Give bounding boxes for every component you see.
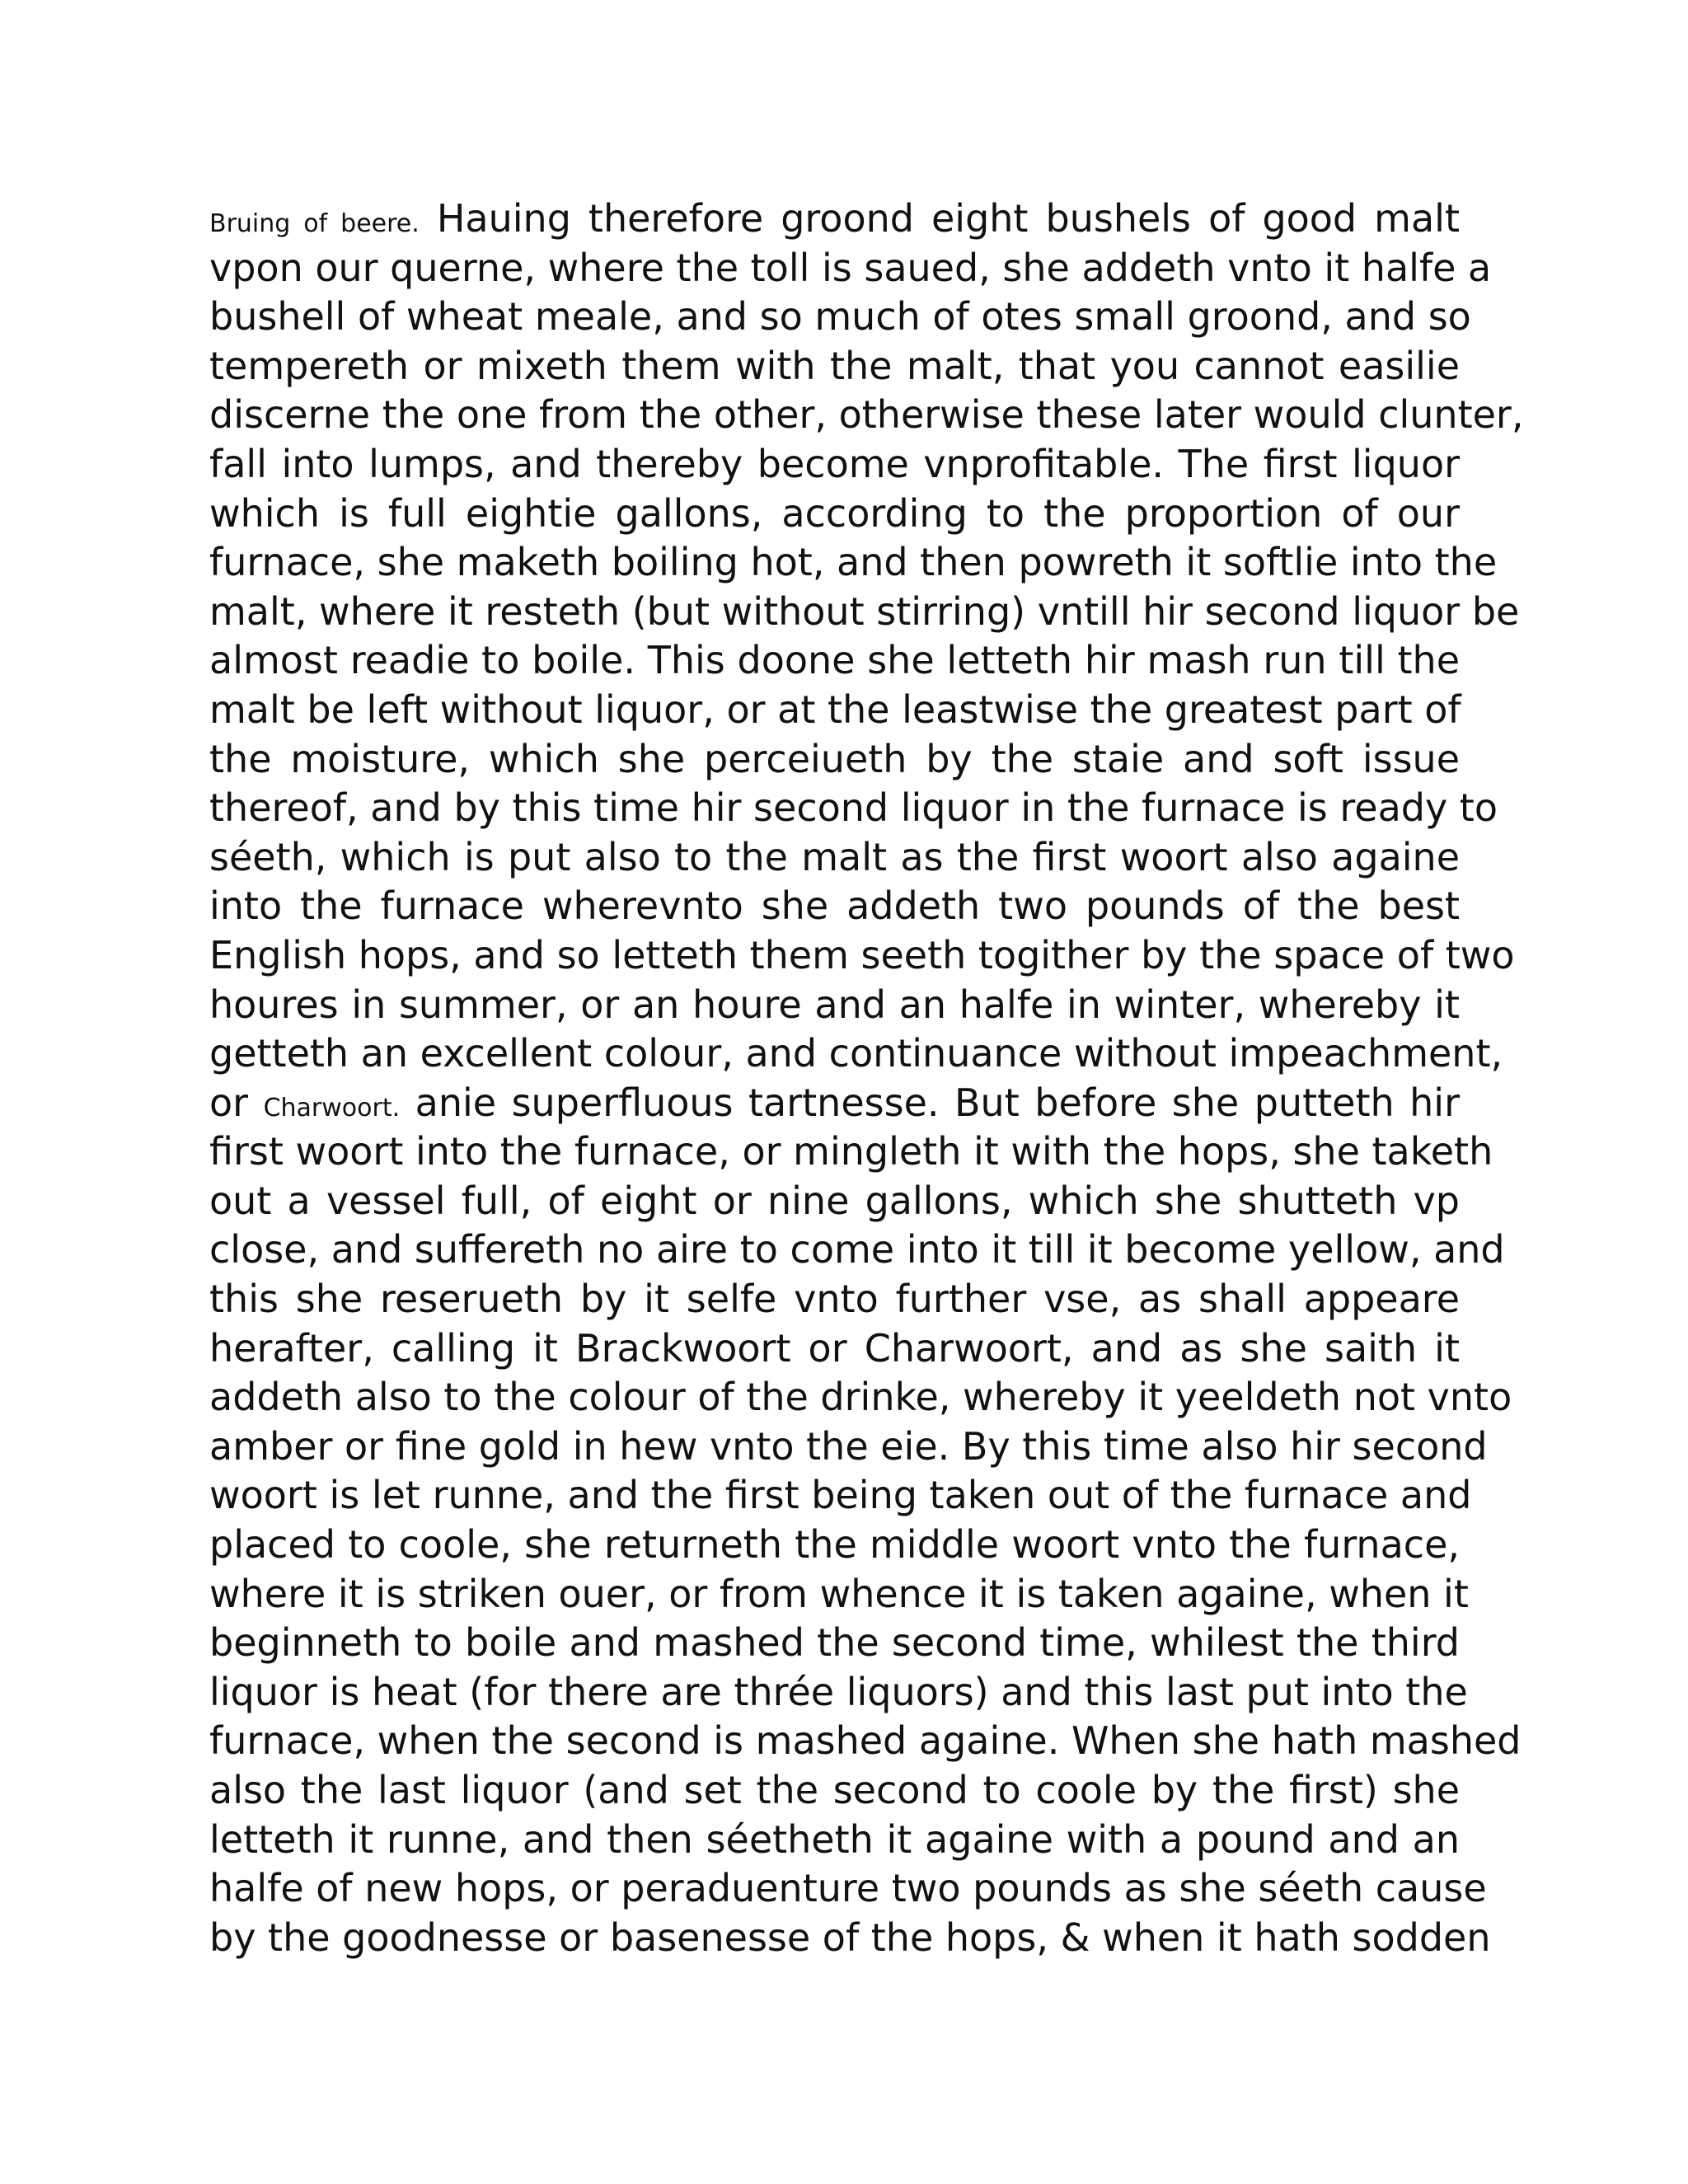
- text-line-35: halfe of new hops, or peraduenture two pounds as she séeth cause: [209, 1866, 1487, 1911]
- text-line-26: amber or fine gold in hew vnto the eie. By this time also hir second: [209, 1423, 1488, 1469]
- margin-note-brewing: Bruing of beere.: [209, 209, 420, 238]
- text-line-18: getteth an excellent colour, and continuance without impeachment,: [209, 1031, 1503, 1076]
- text-line-2: vpon our querne, where the toll is saued, she addeth vnto it halfe a: [209, 245, 1492, 290]
- text-line-11: malt be left without liquor, or at the leastwise the greatest part of: [209, 687, 1461, 732]
- text-line-25: addeth also to the colour of the drinke, whereby it yeeldeth not vnto: [209, 1375, 1512, 1420]
- text-line-22: close, and suffereth no aire to come into it till it become yellow, and: [209, 1227, 1505, 1272]
- text-line-24: herafter, calling it Brackwoort or Charwoort, and as she saith it: [209, 1325, 1460, 1371]
- text-line-7: which is full eightie gallons, according to the proportion of our: [209, 490, 1460, 536]
- text-line-14: séeth, which is put also to the malt as the first woort also againe: [209, 834, 1460, 879]
- text-line-23: this she reserueth by it selfe vnto further vse, as shall appeare: [209, 1277, 1460, 1322]
- text-line-19: [209, 1079, 1460, 1128]
- text-line-4: tempereth or mixeth them with the malt, that you cannot easilie: [209, 343, 1460, 388]
- text-line-21: out a vessel full, of eight or nine gallons, which she shutteth vp: [209, 1178, 1460, 1223]
- text-line-31: liquor is heat (for there are thrée liquors) and this last put into the: [209, 1669, 1468, 1714]
- text-line-8: furnace, she maketh boiling hot, and then powreth it softlie into the: [209, 540, 1498, 585]
- text-line-34: letteth it runne, and then séetheth it againe with a pound and an: [209, 1816, 1460, 1862]
- text-line-27: woort is let runne, and the first being taken out of the furnace and: [209, 1473, 1472, 1518]
- text-line-15: into the furnace wherevnto she addeth two pounds of the best: [209, 883, 1460, 929]
- text-line-16: English hops, and so letteth them seeth togither by the space of two: [209, 932, 1515, 977]
- text-line-6: fall into lumps, and thereby become vnprofitable. The first liquor: [209, 441, 1460, 486]
- text-line-30: beginneth to boile and mashed the second time, whilest the third: [209, 1620, 1460, 1666]
- line-1-text: Hauing therefore groond eight bushels of good malt: [419, 196, 1460, 241]
- document-page: [209, 194, 1524, 1962]
- text-line-3: bushell of wheat meale, and so much of otes small groond, and so: [209, 294, 1471, 340]
- line-19-start: or: [209, 1080, 264, 1125]
- text-line-9: malt, where it resteth (but without stirring) vntill hir second liquor be: [209, 588, 1520, 634]
- text-line-36: by the goodnesse or basenesse of the hops, & when it hath sodden: [209, 1915, 1491, 1960]
- text-line-29: where it is striken ouer, or from whence it is taken againe, when it: [209, 1571, 1469, 1616]
- text-line-17: houres in summer, or an houre and an halfe in winter, whereby it: [209, 982, 1460, 1027]
- text-line-1: [209, 194, 1460, 244]
- text-line-10: almost readie to boile. This doone she letteth hir mash run till the: [209, 638, 1460, 683]
- text-line-33: also the last liquor (and set the second to coole by the first) she: [209, 1768, 1460, 1812]
- text-line-5: discerne the one from the other, otherwise these later would clunter,: [209, 392, 1524, 438]
- text-line-28: placed to coole, she returneth the middle woort vnto the furnace,: [209, 1522, 1460, 1568]
- text-line-32: furnace, when the second is mashed againe. When she hath mashed: [209, 1718, 1522, 1764]
- text-line-13: thereof, and by this time hir second liquor in the furnace is ready to: [209, 785, 1498, 831]
- text-line-20: first woort into the furnace, or mingleth it with the hops, she taketh: [209, 1129, 1493, 1174]
- text-line-12: the moisture, which she perceiueth by the staie and soft issue: [209, 736, 1460, 781]
- margin-note-charwoort: Charwoort.: [263, 1093, 401, 1122]
- line-19-end: anie superfluous tartnesse. But before she putteth hir: [400, 1080, 1461, 1125]
